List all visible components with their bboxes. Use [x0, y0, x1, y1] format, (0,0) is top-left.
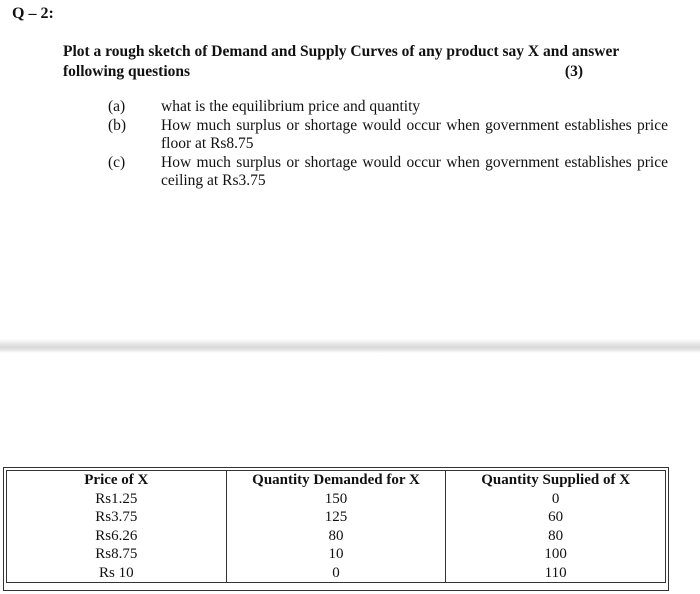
cell-price: Rs6.26	[7, 527, 227, 546]
table-row	[7, 508, 666, 527]
cell-supplied: 0	[446, 490, 666, 509]
cell-supplied: 110	[446, 564, 666, 583]
sub-question-list	[108, 98, 668, 191]
sub-question-c	[108, 154, 668, 191]
sub-question-text: How much surplus or shortage would occur when government establishes price floor at Rs8.75	[161, 116, 668, 152]
sub-question-label: (c)	[108, 153, 126, 171]
question-number: Q – 2:	[12, 5, 54, 22]
sub-question-label: (b)	[108, 116, 127, 134]
sub-question-label: (a)	[108, 98, 126, 115]
section-divider	[0, 339, 700, 353]
cell-demanded: 150	[226, 490, 446, 509]
table-row	[7, 527, 666, 546]
sub-question-b	[108, 117, 668, 154]
question-intro	[63, 42, 663, 82]
cell-demanded: 80	[226, 527, 446, 546]
cell-supplied: 100	[446, 545, 666, 564]
cell-demanded: 10	[226, 545, 446, 564]
cell-demanded: 125	[226, 508, 446, 527]
cell-price: Rs3.75	[7, 508, 227, 527]
sub-question-a	[108, 98, 668, 117]
cell-supplied: 60	[446, 508, 666, 527]
intro-line-1: Plot a rough sketch of Demand and Supply Curves of any product say X and answer	[63, 43, 620, 60]
header-quantity-demanded: Quantity Demanded for X	[226, 471, 446, 490]
table-row	[7, 490, 666, 509]
table-header-row	[7, 471, 666, 490]
cell-demanded: 0	[226, 564, 446, 583]
sub-question-text: How much surplus or shortage would occur when government establishes price ceiling at Rs3.75	[161, 153, 668, 189]
header-quantity-supplied: Quantity Supplied of X	[446, 471, 666, 490]
table-row	[7, 545, 666, 564]
header-price: Price of X	[7, 471, 227, 490]
cell-price: Rs 10	[7, 564, 227, 583]
cell-price: Rs1.25	[7, 490, 227, 509]
cell-price: Rs8.75	[7, 545, 227, 564]
price-quantity-table	[6, 470, 666, 583]
cell-supplied: 80	[446, 527, 666, 546]
marks-label: (3)	[564, 63, 583, 80]
table-row	[7, 564, 666, 583]
intro-line-2: following questions	[63, 63, 191, 80]
sub-question-text: what is the equilibrium price and quantity	[161, 98, 421, 115]
